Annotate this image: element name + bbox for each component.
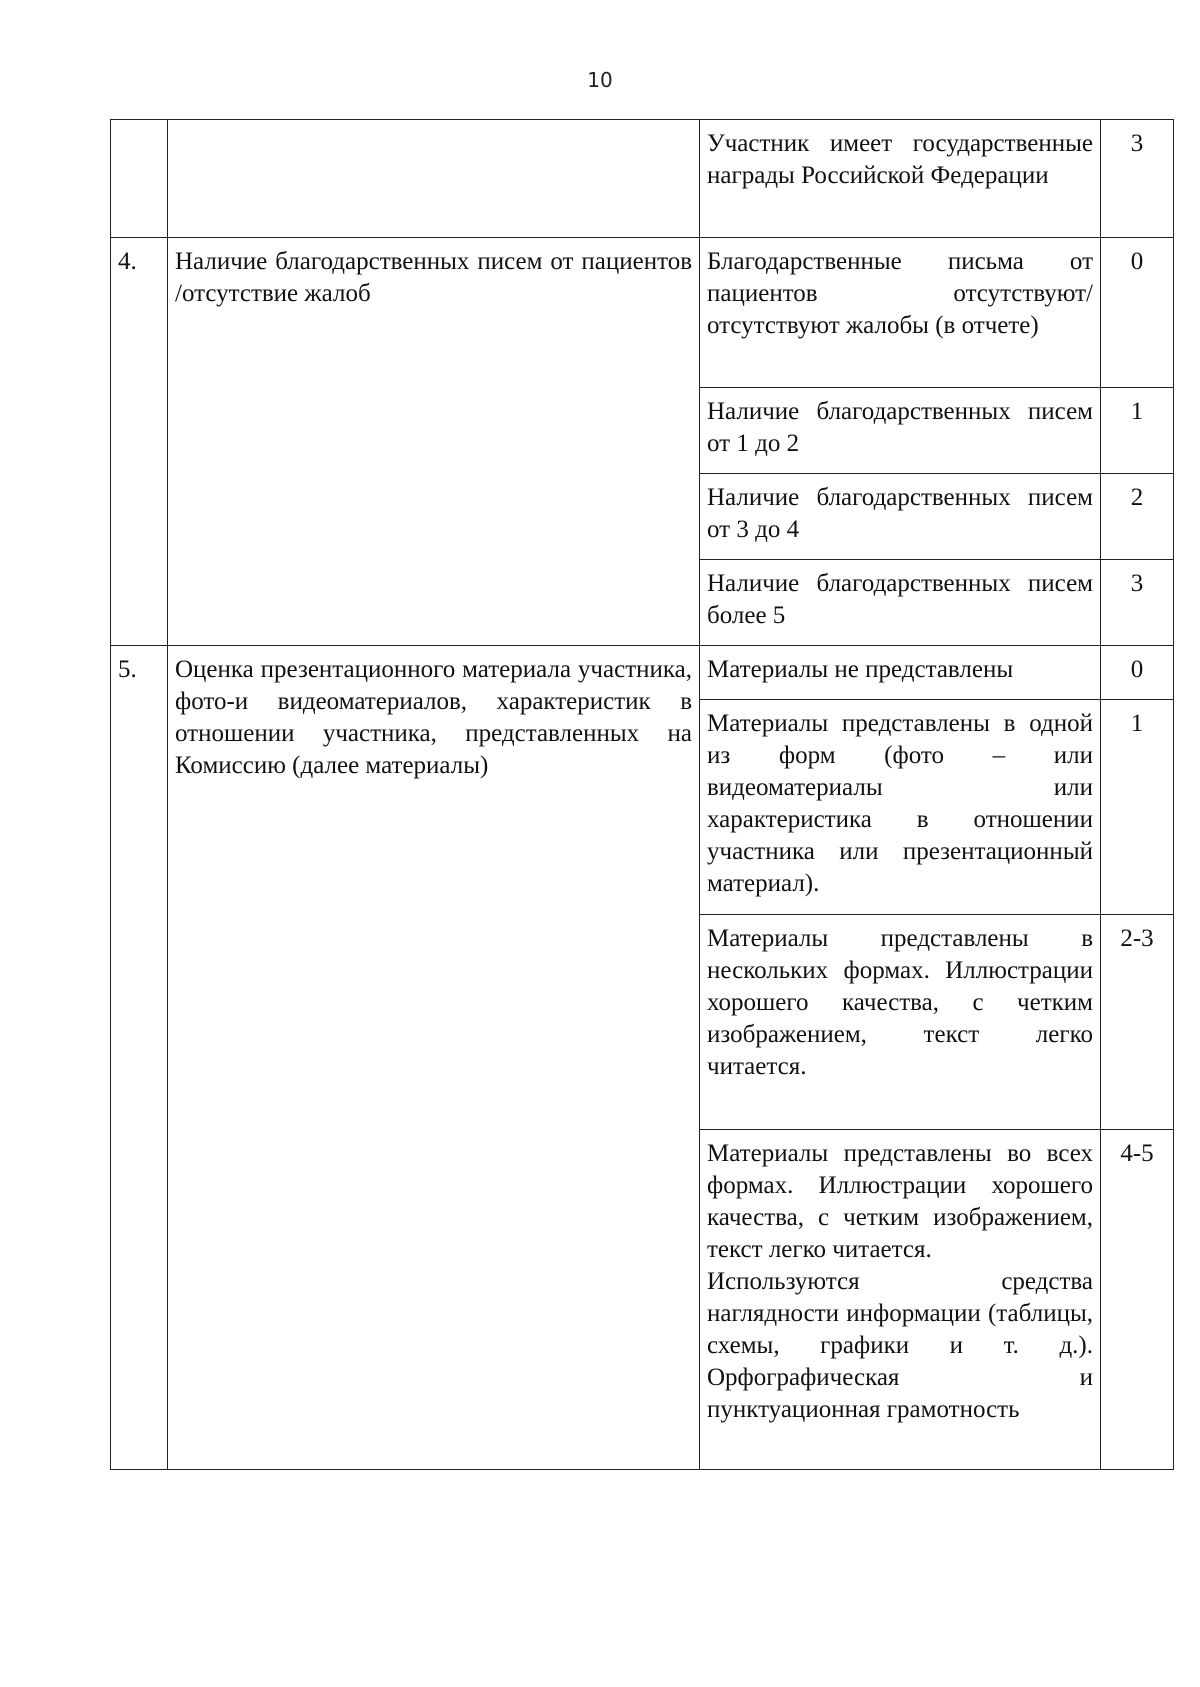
condition-cell: Наличие благодарственных писем более 5 bbox=[700, 560, 1101, 646]
condition-cell: Благодарственные письма от пациентов отсутствуют/отсутствуют жалобы (в отчете) bbox=[700, 238, 1101, 388]
score-cell: 1 bbox=[1101, 388, 1174, 474]
condition-text-extra: Используются средства наглядности информации (таблицы, схемы, графики и т. д.). Орфографическая и пунктуационная грамотность bbox=[707, 1268, 1093, 1423]
score-cell: 2-3 bbox=[1101, 915, 1174, 1130]
condition-text: Материалы представлены во всех формах. Иллюстрации хорошего качества, с четким изображением, текст легко читается. bbox=[707, 1140, 1093, 1263]
page-number: 10 bbox=[587, 68, 613, 92]
row-number: 5. bbox=[111, 646, 168, 1470]
condition-cell: Материалы представлены в одной из форм (фото – или видеоматериалы или характеристика в отношении участника или презентационный материал). bbox=[700, 700, 1101, 915]
score-cell: 1 bbox=[1101, 700, 1174, 915]
condition-cell: Наличие благодарственных писем от 1 до 2 bbox=[700, 388, 1101, 474]
score-cell: 3 bbox=[1101, 120, 1174, 238]
score-cell: 2 bbox=[1101, 474, 1174, 560]
row-number bbox=[111, 120, 168, 238]
row-number: 4. bbox=[111, 238, 168, 646]
score-cell: 4-5 bbox=[1101, 1130, 1174, 1470]
criterion-cell bbox=[168, 120, 700, 238]
condition-cell: Наличие благодарственных писем от 3 до 4 bbox=[700, 474, 1101, 560]
criteria-table bbox=[110, 119, 1174, 1470]
condition-cell: Материалы не представлены bbox=[700, 646, 1101, 700]
table-row bbox=[111, 120, 1174, 238]
score-cell: 0 bbox=[1101, 238, 1174, 388]
score-cell: 0 bbox=[1101, 646, 1174, 700]
condition-cell: Участник имеет государственные награды Российской Федерации bbox=[700, 120, 1101, 238]
criterion-cell: Наличие благодарственных писем от пациентов /отсутствие жалоб bbox=[168, 238, 700, 646]
condition-cell: Материалы представлены в нескольких формах. Иллюстрации хорошего качества, с четким изображением, текст легко читается. bbox=[700, 915, 1101, 1130]
condition-cell bbox=[700, 1130, 1101, 1470]
score-cell: 3 bbox=[1101, 560, 1174, 646]
table-row bbox=[111, 646, 1174, 700]
criterion-cell: Оценка презентационного материала участника, фото-и видеоматериалов, характеристик в отношении участника, представленных на Комиссию (далее материалы) bbox=[168, 646, 700, 1470]
table-row bbox=[111, 238, 1174, 388]
